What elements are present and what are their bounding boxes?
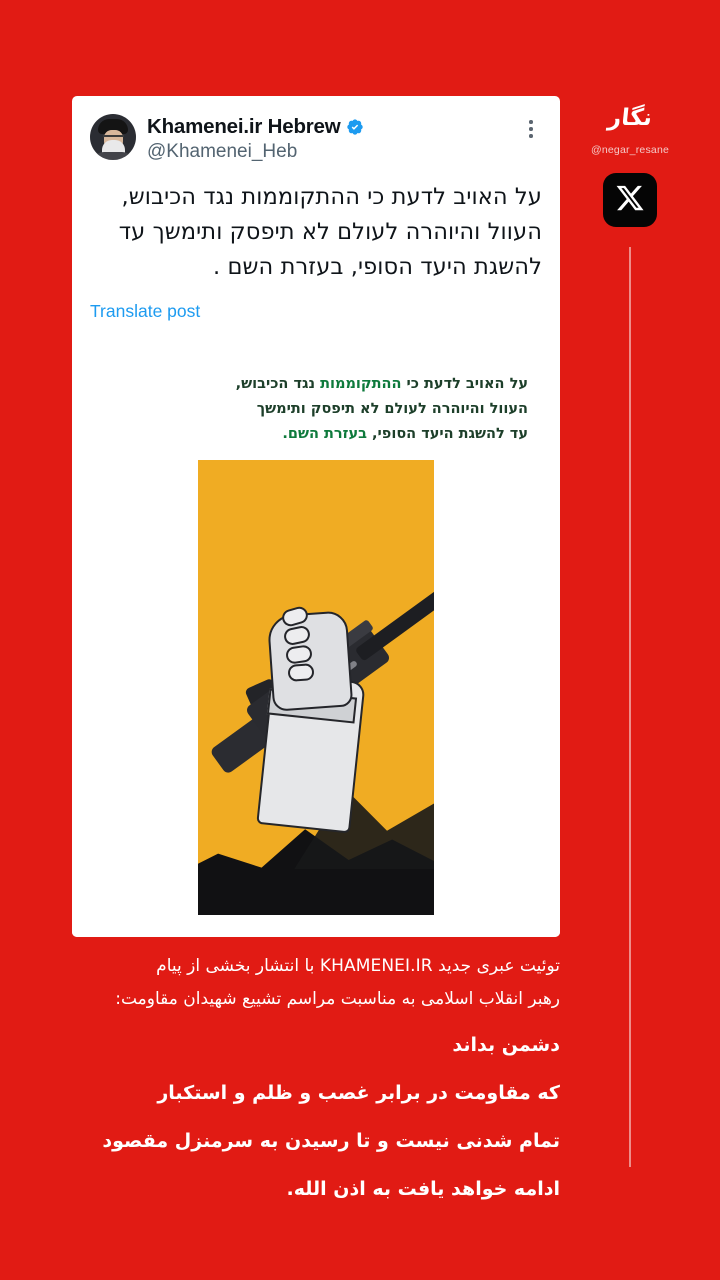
branding-handle: @negar_resane xyxy=(590,144,670,156)
dot xyxy=(529,127,533,131)
tweet-body-text: על האויב לדעת כי ההתקוממות נגד הכיבוש, העוול והיוהרה לעולם לא תיפסק ותימשך עד להשגת היעד הסופי, בעזרת השם . xyxy=(118,184,542,280)
poster-line-3 xyxy=(104,422,528,447)
caption-bold-line-4: ادامه خواهد یافت به اذن الله. xyxy=(286,1178,560,1201)
vertical-divider xyxy=(629,247,631,1167)
poster-hebrew-text xyxy=(90,358,542,447)
more-options-icon[interactable] xyxy=(520,114,542,138)
tweet-header xyxy=(90,114,542,163)
caption-lead-line-1: توئیت عبری جدید KHAMENEI.IR با انتشار بخشی از پیام xyxy=(156,956,560,976)
caption-lead-line-2: رهبر انقلاب اسلامی به مناسبت مراسم تشییع شهیدان مقاومت: xyxy=(115,989,560,1010)
negar-resane-logo: نگار xyxy=(606,105,654,131)
account-handle[interactable]: @Khamenei_Heb xyxy=(147,141,298,162)
poster-line-3-highlight: בעזרת השם. xyxy=(282,425,367,442)
hand-shape xyxy=(267,611,354,712)
poster-line-1-highlight: ההתקוממות xyxy=(320,375,402,392)
translate-post-link[interactable]: Translate post xyxy=(90,300,201,321)
caption-block xyxy=(72,950,560,1208)
branding-column xyxy=(588,96,672,1167)
display-name-row xyxy=(147,115,364,139)
poster-line-2: העוול והיוהרה לעולם לא תיפסק ותימשך xyxy=(256,400,528,417)
poster-line-1-part-a: על האויב לדעת כי xyxy=(401,375,528,392)
avatar-glasses-shape xyxy=(103,135,124,140)
poster-image xyxy=(90,358,542,938)
caption-bold-line-1: دشمن بداند xyxy=(452,1034,560,1057)
account-names xyxy=(147,114,364,163)
profile-avatar[interactable] xyxy=(90,114,136,160)
dot xyxy=(529,120,533,124)
caption-bold-line-2: که مقاومت در برابر غصب و ظلم و استکبار xyxy=(157,1082,560,1105)
poster-line-3-part-a: עד להשגת היעד הסופי, xyxy=(366,425,528,442)
avatar-robe-shape xyxy=(92,152,134,160)
x-platform-badge[interactable] xyxy=(603,173,657,227)
embedded-media[interactable] xyxy=(72,340,560,938)
dot xyxy=(529,134,533,138)
poster-line-1 xyxy=(104,372,528,397)
verified-badge-icon xyxy=(346,118,364,136)
rifle-raised-by-hand-illustration xyxy=(198,460,434,915)
poster-line-1-part-b: נגד הכיבוש, xyxy=(235,375,321,392)
account-display-name[interactable]: Khamenei.ir Hebrew xyxy=(147,115,341,138)
x-logo-icon xyxy=(615,183,645,218)
tweet-card[interactable] xyxy=(72,96,560,937)
caption-bold-line-3: تمام شدنی نیست و تا رسیدن به سرمنزل مقصود xyxy=(102,1130,560,1153)
